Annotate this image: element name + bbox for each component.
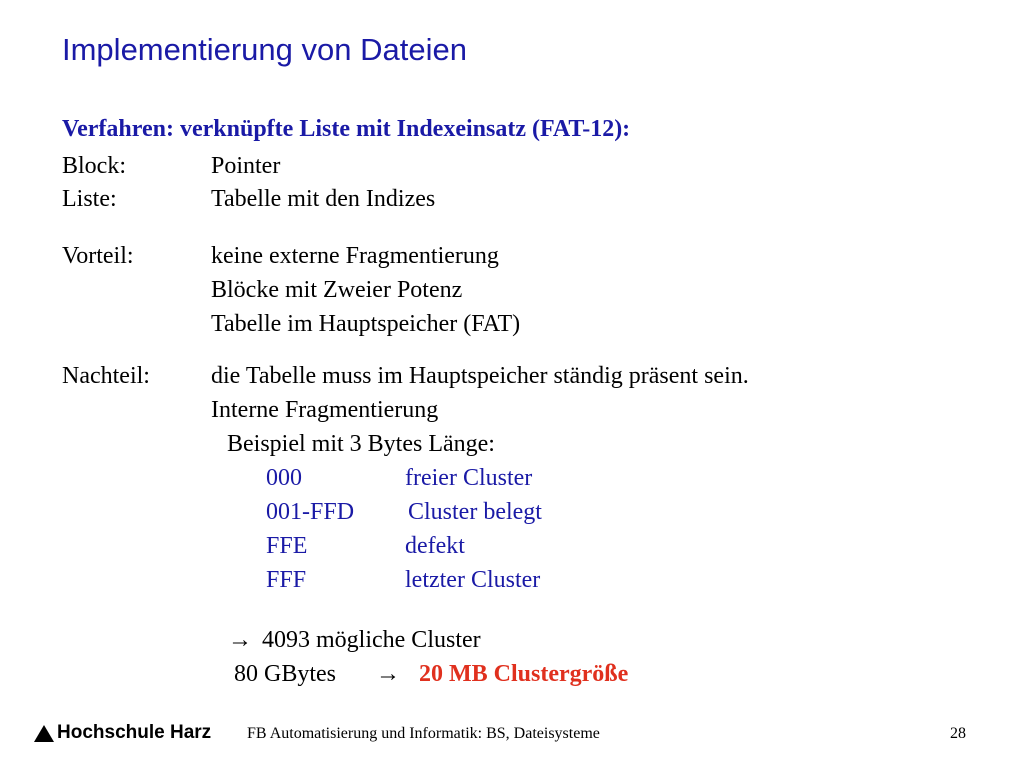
liste-label: Liste: bbox=[62, 186, 117, 212]
block-value: Pointer bbox=[211, 153, 281, 179]
code-ffe-meaning: defekt bbox=[405, 533, 465, 559]
nachteil-item-2: Interne Fragmentierung bbox=[211, 397, 439, 423]
example-heading: Beispiel mit 3 Bytes Länge: bbox=[227, 431, 495, 457]
code-fff-meaning: letzter Cluster bbox=[405, 567, 541, 593]
possible-clusters: 4093 mögliche Cluster bbox=[262, 627, 481, 653]
arrow-icon: → bbox=[376, 661, 400, 687]
code-001-ffd-meaning: Cluster belegt bbox=[408, 499, 542, 525]
cluster-size: 20 MB Clustergröße bbox=[419, 661, 629, 687]
triangle-icon bbox=[34, 725, 54, 742]
nachteil-label: Nachteil: bbox=[62, 363, 150, 389]
code-001-ffd: 001-FFD bbox=[266, 499, 355, 525]
block-label: Block: bbox=[62, 153, 126, 179]
page-number: 28 bbox=[950, 725, 966, 742]
liste-value: Tabelle mit den Indizes bbox=[211, 186, 436, 212]
code-fff: FFF bbox=[266, 567, 307, 593]
vorteil-label: Vorteil: bbox=[62, 243, 134, 269]
footer-text: FB Automatisierung und Informatik: BS, Dateisysteme bbox=[247, 725, 600, 742]
hochschule-logo bbox=[34, 722, 211, 744]
vorteil-item-2: Blöcke mit Zweier Potenz bbox=[211, 277, 463, 303]
section-heading: Verfahren: verknüpfte Liste mit Indexeinsatz (FAT-12): bbox=[62, 116, 631, 142]
arrow-icon: → bbox=[228, 627, 252, 653]
vorteil-item-3: Tabelle im Hauptspeicher (FAT) bbox=[211, 311, 521, 337]
nachteil-item-1: die Tabelle muss im Hauptspeicher ständig präsent sein. bbox=[211, 363, 749, 389]
slide-title: Implementierung von Dateien bbox=[62, 32, 467, 67]
code-000: 000 bbox=[266, 465, 302, 491]
code-000-meaning: freier Cluster bbox=[405, 465, 533, 491]
capacity: 80 GBytes bbox=[234, 661, 336, 687]
vorteil-item-1: keine externe Fragmentierung bbox=[211, 243, 499, 269]
logo-text: Hochschule Harz bbox=[57, 722, 212, 743]
code-ffe: FFE bbox=[266, 533, 308, 559]
